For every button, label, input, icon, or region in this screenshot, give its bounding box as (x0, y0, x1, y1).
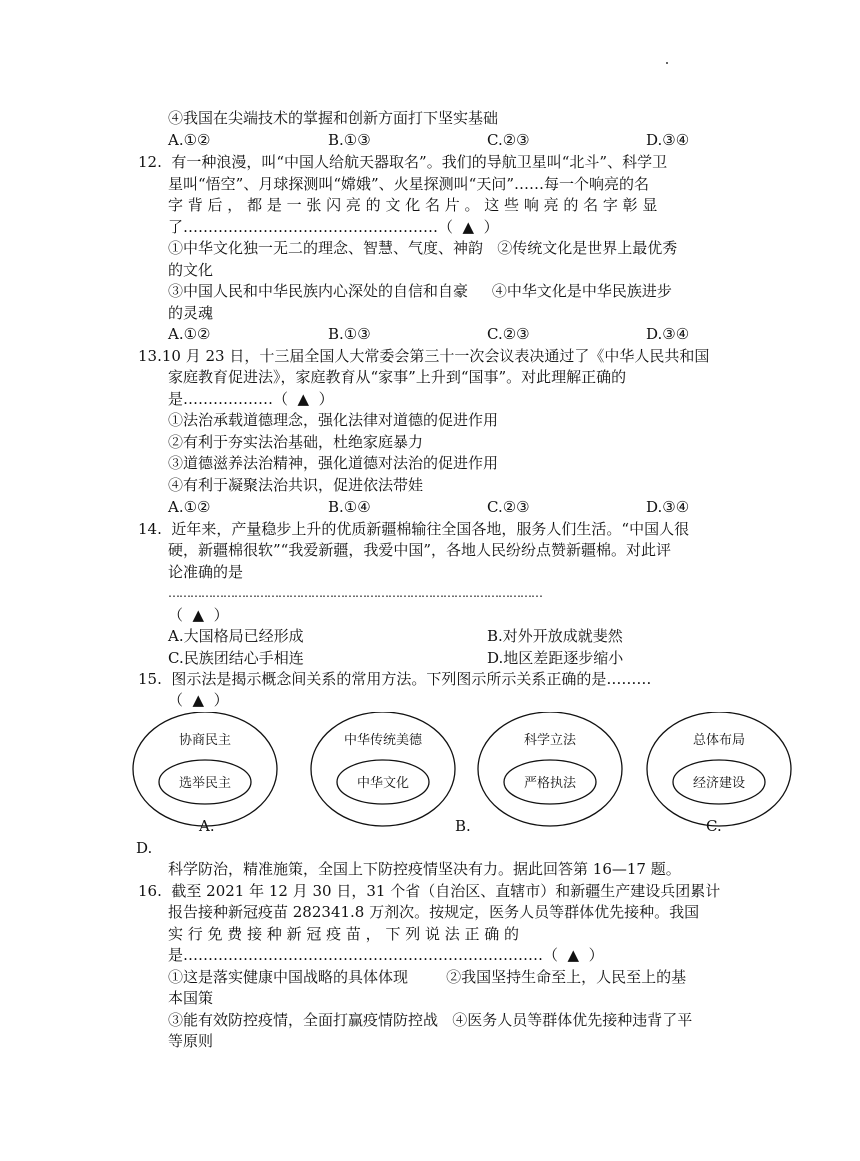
q16-line-7: ③能有效防控疫情，全面打赢疫情防控战 ④医务人员等群体优先接种违背了平 (168, 1011, 693, 1029)
diagram-d-outer-circle (647, 712, 791, 826)
q16-line-4: 是………………………………………………………………（ ▲ ） (168, 946, 604, 964)
q12-option-a[interactable]: A.①② (168, 325, 211, 343)
q12-line-2: 星叫“悟空”、月球探测叫“嫦娥”、火星探测叫“天问”……每一个响亮的名 (168, 175, 650, 193)
q16-line-5: ①这是落实健康中国战略的具体体现 ②我国坚持生命至上，人民至上的基 (168, 968, 687, 986)
diagram-b-outer-label: 中华传统美德 (343, 733, 423, 748)
q14-option-d[interactable]: D.地区差距逐步缩小 (487, 649, 624, 667)
diagram-c-inner-label: 严格执法 (523, 776, 577, 791)
q13-line-2: 家庭教育促进法》，家庭教育从“家事”上升到“国事”。对此理解正确的 (168, 368, 627, 386)
diagram-a[interactable] (133, 712, 277, 826)
q14-option-a[interactable]: A.大国格局已经形成 (168, 627, 304, 645)
diagram-a-outer-circle (133, 712, 277, 826)
q14-options (0, 626, 860, 668)
q15-option-b[interactable]: B. (455, 817, 471, 835)
section-intro: 科学防治，精准施策，全国上下防控疫情坚决有力。据此回答第 16—17 题。 (168, 860, 681, 878)
q13-line-3: 是………………（ ▲ ） (168, 390, 334, 408)
diagram-d[interactable] (647, 712, 791, 826)
q11-option-c[interactable]: C.②③ (487, 131, 530, 149)
q12-line-6: 的文化 (168, 261, 214, 279)
q12-line-3: 字 背 后 ， 都 是 一 张 闪 亮 的 文 化 名 片 。 这 些 响 亮 的 名 字 彰 显 (168, 196, 658, 214)
q14-option-b[interactable]: B.对外开放成就斐然 (487, 627, 623, 645)
q12-option-b[interactable]: B.①③ (328, 325, 371, 343)
q11-option-d[interactable]: D.③④ (646, 131, 690, 149)
q14-option-c[interactable]: C.民族团结心手相连 (168, 649, 304, 667)
q14-line-5: （ ▲ ） (168, 606, 229, 624)
q13-option-b[interactable]: B.①④ (328, 498, 371, 516)
q12-option-c[interactable]: C.②③ (487, 325, 530, 343)
diagram-c[interactable] (478, 712, 622, 826)
q13-option-a[interactable]: A.①② (168, 498, 211, 516)
q16-line-3: 实 行 免 费 接 种 新 冠 疫 苗 ， 下 列 说 法 正 确 的 (168, 925, 520, 943)
q12-line-5: ①中华文化独一无二的理念、智慧、气度、神韵 ②传统文化是世界上最优秀 (168, 239, 678, 257)
q12-line-7: ③中国人民和中华民族内心深处的自信和自豪 ④中华文化是中华民族进步 (168, 282, 672, 300)
diagram-a-inner-label: 选举民主 (178, 776, 232, 791)
diagram-c-outer-circle (478, 712, 622, 826)
q13-line-7: ④有利于凝聚法治共识，促进依法带娃 (168, 476, 424, 494)
diagram-b[interactable] (311, 712, 455, 826)
q13-line-4: ①法治承载道德理念，强化法律对道德的促进作用 (168, 411, 499, 429)
q15-option-d[interactable]: D. (136, 839, 153, 857)
q12-options (0, 324, 860, 345)
q14-line-1: 14. 近年来，产量稳步上升的优质新疆棉输往全国各地，服务人们生活。“中国人很 (138, 520, 690, 538)
q15-option-labels (0, 816, 860, 860)
q12-line-4: 了……………………………………………（ ▲ ） (168, 218, 499, 236)
q11-option-a[interactable]: A.①② (168, 131, 211, 149)
q15-line-2: （ ▲ ） (168, 691, 229, 709)
q13-options (0, 497, 860, 518)
q13-option-d[interactable]: D.③④ (646, 498, 690, 516)
diagram-b-inner-label: 中华文化 (356, 776, 410, 791)
q11-options (0, 130, 860, 151)
q14-line-2: 硬，新疆棉很软”“我爱新疆，我爱中国”，各地人民纷纷点赞新疆棉。对此评 (168, 541, 672, 559)
diagram-d-outer-label: 总体布局 (692, 733, 746, 748)
q11-option-b[interactable]: B.①③ (328, 131, 371, 149)
q12-line-1: 12. 有一种浪漫，叫“中国人给航天器取名”。我们的导航卫星叫“北斗”、科学卫 (138, 153, 668, 171)
q15-option-c[interactable]: C. (706, 817, 722, 835)
diagram-b-outer-circle (311, 712, 455, 826)
diagram-a-outer-label: 协商民主 (178, 733, 232, 748)
q16-line-6: 本国策 (168, 989, 214, 1007)
diagram-c-outer-label: 科学立法 (523, 733, 577, 748)
q13-line-5: ②有利于夯实法治基础，杜绝家庭暴力 (168, 433, 424, 451)
q14-line-3: 论准确的是 (168, 563, 244, 581)
q15-option-a[interactable]: A. (199, 817, 215, 835)
q16-line-2: 报告接种新冠疫苗 282341.8 万剂次。按规定，医务人员等群体优先接种。我国 (168, 903, 700, 921)
q16-line-8: 等原则 (168, 1032, 214, 1050)
q15-line-1: 15. 图示法是揭示概念间关系的常用方法。下列图示所示关系正确的是……… (138, 670, 652, 688)
page-mark (666, 62, 668, 64)
q14-leader-dots: ………………………………………………………………………………………… (168, 586, 542, 600)
q13-line-1: 13.10 月 23 日，十三届全国人大常委会第三十一次会议表决通过了《中华人民共和国 (138, 347, 710, 365)
q12-line-8: 的灵魂 (168, 304, 214, 322)
diagram-d-inner-label: 经济建设 (692, 776, 746, 791)
q11-statement-4: ④我国在尖端技术的掌握和创新方面打下坚实基础 (168, 109, 499, 127)
q16-line-1: 16. 截至 2021 年 12 月 30 日，31 个省（自治区、直辖市）和新疆生产建设兵团累计 (138, 882, 721, 900)
q12-option-d[interactable]: D.③④ (646, 325, 690, 343)
q13-option-c[interactable]: C.②③ (487, 498, 530, 516)
q13-line-6: ③道德滋养法治精神，强化道德对法治的促进作用 (168, 454, 499, 472)
